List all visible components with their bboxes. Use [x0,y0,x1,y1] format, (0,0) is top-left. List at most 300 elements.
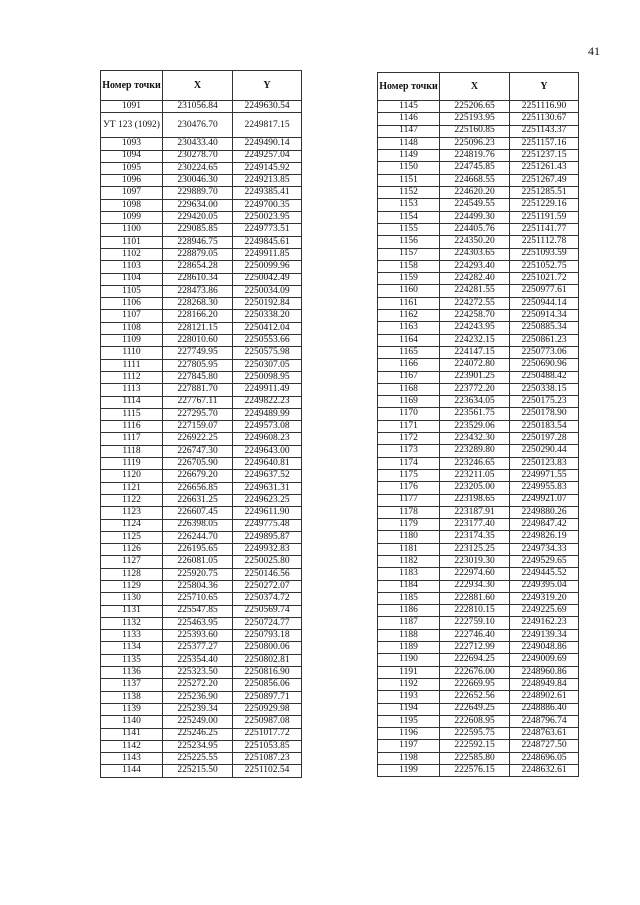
x-coordinate-cell: 228010.60 [163,335,233,347]
x-coordinate-cell: 225377.27 [163,642,233,654]
x-coordinate-cell: 222592.15 [440,740,510,752]
table-row [378,396,579,408]
x-coordinate-cell: 224272.55 [440,297,510,309]
y-coordinate-cell: 2250856.06 [233,679,302,691]
y-coordinate-cell: 2250488.42 [510,371,579,383]
table-row [101,101,302,113]
table-row [378,211,579,223]
y-coordinate-cell: 2250412.04 [233,322,302,334]
table-row [101,261,302,273]
y-coordinate-cell: 2250175.23 [510,396,579,408]
table-row [378,654,579,666]
coordinates-table-right [377,72,579,777]
table-row [101,507,302,519]
x-coordinate-cell: 226705.90 [163,458,233,470]
x-coordinate-cell: 223198.65 [440,494,510,506]
y-coordinate-cell: 2249971.55 [510,469,579,481]
y-coordinate-cell: 2250914.34 [510,310,579,322]
x-coordinate-cell: 226679.20 [163,470,233,482]
point-number-cell: 1162 [378,310,440,322]
point-number-cell: 1153 [378,199,440,211]
x-coordinate-cell: 226631.25 [163,494,233,506]
point-number-cell: 1093 [101,138,163,150]
table-row [378,273,579,285]
table-row [101,347,302,359]
table-row [101,335,302,347]
y-coordinate-cell: 2251017.72 [233,728,302,740]
point-number-cell: 1140 [101,716,163,728]
table-row [378,531,579,543]
table-row [101,322,302,334]
table-row [101,445,302,457]
y-coordinate-cell: 2250197.28 [510,433,579,445]
point-number-cell: 1176 [378,482,440,494]
x-coordinate-cell: 225463.95 [163,617,233,629]
y-coordinate-cell: 2250374.72 [233,593,302,605]
point-number-cell: 1122 [101,494,163,506]
x-coordinate-cell: 222712.99 [440,642,510,654]
point-number-cell: 1138 [101,691,163,703]
point-number-cell: 1187 [378,617,440,629]
x-coordinate-cell: 225249.00 [163,716,233,728]
table-row [378,592,579,604]
table-row [378,482,579,494]
y-coordinate-cell: 2249139.34 [510,629,579,641]
y-coordinate-cell: 2249773.51 [233,224,302,236]
table-row [378,666,579,678]
table-row [378,543,579,555]
x-coordinate-cell: 229634.00 [163,199,233,211]
x-coordinate-cell: 224243.95 [440,322,510,334]
x-coordinate-cell: 228946.75 [163,236,233,248]
point-number-cell: 1174 [378,457,440,469]
y-coordinate-cell: 2251229.16 [510,199,579,211]
table-row [101,654,302,666]
y-coordinate-cell: 2249640.81 [233,458,302,470]
table-row [101,765,302,777]
table-row [378,236,579,248]
y-coordinate-cell: 2249611.90 [233,507,302,519]
y-coordinate-cell: 2249847.42 [510,519,579,531]
coordinates-table-left [100,70,302,778]
header-point-number: Номер точки [101,71,163,101]
table-row [378,433,579,445]
table-row [101,691,302,703]
point-number-cell: 1146 [378,113,440,125]
x-coordinate-cell: 222608.95 [440,715,510,727]
x-coordinate-cell: 223432.30 [440,433,510,445]
x-coordinate-cell: 224819.76 [440,150,510,162]
point-number-cell: 1150 [378,162,440,174]
y-coordinate-cell: 2251112.78 [510,236,579,248]
x-coordinate-cell: 227767.11 [163,396,233,408]
point-number-cell: 1099 [101,212,163,224]
x-coordinate-cell: 222595.75 [440,728,510,740]
point-number-cell: 1133 [101,630,163,642]
x-coordinate-cell: 222576.15 [440,765,510,777]
point-number-cell: 1163 [378,322,440,334]
point-number-cell: 1111 [101,359,163,371]
x-coordinate-cell: 223205.00 [440,482,510,494]
x-coordinate-cell: 223019.30 [440,555,510,567]
y-coordinate-cell: 2249822.23 [233,396,302,408]
point-number-cell: 1164 [378,334,440,346]
x-coordinate-cell: 225193.95 [440,113,510,125]
table-row [378,715,579,727]
x-coordinate-cell: 223174.35 [440,531,510,543]
x-coordinate-cell: 224282.40 [440,273,510,285]
x-coordinate-cell: 230433.40 [163,138,233,150]
point-number-cell: 1104 [101,273,163,285]
point-number-cell: УТ 123 (1092) [101,113,163,138]
x-coordinate-cell: 225206.65 [440,101,510,113]
point-number-cell: 1147 [378,125,440,137]
y-coordinate-cell: 2249048.86 [510,642,579,654]
table-row [101,630,302,642]
point-number-cell: 1190 [378,654,440,666]
point-number-cell: 1091 [101,101,163,113]
point-number-cell: 1154 [378,211,440,223]
table-row [101,273,302,285]
x-coordinate-cell: 224281.55 [440,285,510,297]
x-coordinate-cell: 223187.91 [440,506,510,518]
point-number-cell: 1097 [101,187,163,199]
y-coordinate-cell: 2249623.25 [233,494,302,506]
table-row [101,482,302,494]
point-number-cell: 1108 [101,322,163,334]
table-row [378,691,579,703]
y-coordinate-cell: 2248886.40 [510,703,579,715]
y-coordinate-cell: 2249921.07 [510,494,579,506]
point-number-cell: 1127 [101,556,163,568]
y-coordinate-cell: 2248696.05 [510,752,579,764]
x-coordinate-cell: 222746.40 [440,629,510,641]
x-coordinate-cell: 222676.00 [440,666,510,678]
x-coordinate-cell: 224620.20 [440,187,510,199]
table-row [101,617,302,629]
x-coordinate-cell: 225393.60 [163,630,233,642]
y-coordinate-cell: 2250575.98 [233,347,302,359]
header-y: Y [233,71,302,101]
y-coordinate-cell: 2249009.69 [510,654,579,666]
table-row [101,285,302,297]
table-row [378,113,579,125]
point-number-cell: 1115 [101,408,163,420]
x-coordinate-cell: 226656.85 [163,482,233,494]
x-coordinate-cell: 222759.10 [440,617,510,629]
table-row [101,199,302,211]
y-coordinate-cell: 2249489.99 [233,408,302,420]
x-coordinate-cell: 224293.40 [440,260,510,272]
y-coordinate-cell: 2249225.69 [510,605,579,617]
point-number-cell: 1116 [101,421,163,433]
x-coordinate-cell: 225096.23 [440,137,510,149]
y-coordinate-cell: 2251021.72 [510,273,579,285]
table-row [101,212,302,224]
x-coordinate-cell: 223289.80 [440,445,510,457]
x-coordinate-cell: 228610.34 [163,273,233,285]
y-coordinate-cell: 2251052.75 [510,260,579,272]
x-coordinate-cell: 223772.20 [440,383,510,395]
table-row [378,568,579,580]
point-number-cell: 1188 [378,629,440,641]
y-coordinate-cell: 2250802.81 [233,654,302,666]
x-coordinate-cell: 222881.60 [440,592,510,604]
point-number-cell: 1156 [378,236,440,248]
y-coordinate-cell: 2250724.77 [233,617,302,629]
table-row [378,150,579,162]
point-number-cell: 1182 [378,555,440,567]
table-row [378,297,579,309]
point-number-cell: 1101 [101,236,163,248]
table-row [378,248,579,260]
point-number-cell: 1178 [378,506,440,518]
header-x: X [163,71,233,101]
table-header-row [378,73,579,101]
table-row [101,236,302,248]
x-coordinate-cell: 225323.50 [163,667,233,679]
y-coordinate-cell: 2250023.95 [233,212,302,224]
point-number-cell: 1194 [378,703,440,715]
x-coordinate-cell: 223125.25 [440,543,510,555]
x-coordinate-cell: 224258.70 [440,310,510,322]
y-coordinate-cell: 2249257.04 [233,150,302,162]
y-coordinate-cell: 2249911.49 [233,384,302,396]
y-coordinate-cell: 2251237.15 [510,150,579,162]
table-row [378,162,579,174]
y-coordinate-cell: 2251285.51 [510,187,579,199]
y-coordinate-cell: 2249932.83 [233,544,302,556]
table-row [101,580,302,592]
point-number-cell: 1131 [101,605,163,617]
y-coordinate-cell: 2249895.87 [233,531,302,543]
y-coordinate-cell: 2251141.77 [510,223,579,235]
point-number-cell: 1112 [101,371,163,383]
point-number-cell: 1172 [378,433,440,445]
y-coordinate-cell: 2250025.80 [233,556,302,568]
point-number-cell: 1110 [101,347,163,359]
y-coordinate-cell: 2251267.49 [510,174,579,186]
x-coordinate-cell: 227805.95 [163,359,233,371]
point-number-cell: 1169 [378,396,440,408]
x-coordinate-cell: 226747.30 [163,445,233,457]
x-coordinate-cell: 222669.95 [440,678,510,690]
table-row [378,322,579,334]
y-coordinate-cell: 2250338.20 [233,310,302,322]
table-row [378,346,579,358]
point-number-cell: 1134 [101,642,163,654]
point-number-cell: 1117 [101,433,163,445]
table-row [101,310,302,322]
table-row [378,494,579,506]
x-coordinate-cell: 226244.70 [163,531,233,543]
y-coordinate-cell: 2249845.61 [233,236,302,248]
point-number-cell: 1094 [101,150,163,162]
table-row [101,458,302,470]
x-coordinate-cell: 225215.50 [163,765,233,777]
point-number-cell: 1183 [378,568,440,580]
x-coordinate-cell: 228268.30 [163,298,233,310]
point-number-cell: 1118 [101,445,163,457]
x-coordinate-cell: 228879.05 [163,248,233,260]
point-number-cell: 1123 [101,507,163,519]
y-coordinate-cell: 2250861.23 [510,334,579,346]
point-number-cell: 1186 [378,605,440,617]
table-row [378,223,579,235]
table-row [378,519,579,531]
y-coordinate-cell: 2251157.16 [510,137,579,149]
y-coordinate-cell: 2249145.92 [233,162,302,174]
y-coordinate-cell: 2250307.05 [233,359,302,371]
y-coordinate-cell: 2249637.52 [233,470,302,482]
point-number-cell: 1167 [378,371,440,383]
x-coordinate-cell: 230224.65 [163,162,233,174]
table-row [101,150,302,162]
x-coordinate-cell: 230046.30 [163,175,233,187]
table-row [101,716,302,728]
x-coordinate-cell: 227845.80 [163,371,233,383]
y-coordinate-cell: 2249631.31 [233,482,302,494]
point-number-cell: 1173 [378,445,440,457]
y-coordinate-cell: 2251053.85 [233,740,302,752]
x-coordinate-cell: 225920.75 [163,568,233,580]
point-number-cell: 1149 [378,150,440,162]
table-row [378,765,579,777]
y-coordinate-cell: 2249643.00 [233,445,302,457]
x-coordinate-cell: 225354.40 [163,654,233,666]
point-number-cell: 1191 [378,666,440,678]
x-coordinate-cell: 224232.15 [440,334,510,346]
y-coordinate-cell: 2248763.61 [510,728,579,740]
point-number-cell: 1098 [101,199,163,211]
table-row [101,568,302,580]
y-coordinate-cell: 2250183.54 [510,420,579,432]
x-coordinate-cell: 226081.05 [163,556,233,568]
table-row [101,470,302,482]
x-coordinate-cell: 222585.80 [440,752,510,764]
point-number-cell: 1160 [378,285,440,297]
x-coordinate-cell: 223561.75 [440,408,510,420]
y-coordinate-cell: 2249734.33 [510,543,579,555]
x-coordinate-cell: 226398.05 [163,519,233,531]
y-coordinate-cell: 2250816.90 [233,667,302,679]
table-row [101,248,302,260]
y-coordinate-cell: 2249395.04 [510,580,579,592]
table-row [101,642,302,654]
table-row [101,605,302,617]
table-row [378,629,579,641]
x-coordinate-cell: 229420.05 [163,212,233,224]
point-number-cell: 1189 [378,642,440,654]
point-number-cell: 1137 [101,679,163,691]
table-row [101,556,302,568]
x-coordinate-cell: 225234.95 [163,740,233,752]
table-row [101,433,302,445]
point-number-cell: 1125 [101,531,163,543]
x-coordinate-cell: 230476.70 [163,113,233,138]
point-number-cell: 1132 [101,617,163,629]
point-number-cell: 1181 [378,543,440,555]
table-row [378,469,579,481]
x-coordinate-cell: 224350.20 [440,236,510,248]
point-number-cell: 1151 [378,174,440,186]
table-row [101,544,302,556]
y-coordinate-cell: 2250569.74 [233,605,302,617]
point-number-cell: 1107 [101,310,163,322]
y-coordinate-cell: 2249911.85 [233,248,302,260]
x-coordinate-cell: 225804.36 [163,580,233,592]
y-coordinate-cell: 2249700.35 [233,199,302,211]
x-coordinate-cell: 226195.65 [163,544,233,556]
point-number-cell: 1142 [101,740,163,752]
table-row [101,740,302,752]
y-coordinate-cell: 2250146.56 [233,568,302,580]
table-row [101,187,302,199]
point-number-cell: 1100 [101,224,163,236]
x-coordinate-cell: 225160.85 [440,125,510,137]
point-number-cell: 1157 [378,248,440,260]
table-row [378,678,579,690]
point-number-cell: 1109 [101,335,163,347]
x-coordinate-cell: 228473.86 [163,285,233,297]
y-coordinate-cell: 2250977.61 [510,285,579,297]
y-coordinate-cell: 2249608.23 [233,433,302,445]
point-number-cell: 1119 [101,458,163,470]
point-number-cell: 1148 [378,137,440,149]
y-coordinate-cell: 2250929.98 [233,703,302,715]
x-coordinate-cell: 224147.15 [440,346,510,358]
point-number-cell: 1144 [101,765,163,777]
point-number-cell: 1102 [101,248,163,260]
y-coordinate-cell: 2251093.59 [510,248,579,260]
y-coordinate-cell: 2249385.41 [233,187,302,199]
table-row [101,753,302,765]
table-row [378,445,579,457]
y-coordinate-cell: 2249817.15 [233,113,302,138]
y-coordinate-cell: 2249630.54 [233,101,302,113]
table-row [378,137,579,149]
x-coordinate-cell: 227749.95 [163,347,233,359]
point-number-cell: 1130 [101,593,163,605]
point-number-cell: 1159 [378,273,440,285]
header-y: Y [510,73,579,101]
x-coordinate-cell: 226922.25 [163,433,233,445]
point-number-cell: 1145 [378,101,440,113]
table-row [378,101,579,113]
y-coordinate-cell: 2250178.90 [510,408,579,420]
y-coordinate-cell: 2250123.83 [510,457,579,469]
table-row [378,457,579,469]
table-row [101,298,302,310]
table-row [101,408,302,420]
table-row [101,421,302,433]
y-coordinate-cell: 2248949.84 [510,678,579,690]
y-coordinate-cell: 2251087.23 [233,753,302,765]
x-coordinate-cell: 229889.70 [163,187,233,199]
y-coordinate-cell: 2251191.59 [510,211,579,223]
x-coordinate-cell: 224499.30 [440,211,510,223]
table-row [101,371,302,383]
point-number-cell: 1113 [101,384,163,396]
point-number-cell: 1171 [378,420,440,432]
x-coordinate-cell: 227159.07 [163,421,233,433]
y-coordinate-cell: 2248632.61 [510,765,579,777]
x-coordinate-cell: 225239.34 [163,703,233,715]
x-coordinate-cell: 225225.55 [163,753,233,765]
table-row [378,408,579,420]
point-number-cell: 1129 [101,580,163,592]
table-row [378,310,579,322]
